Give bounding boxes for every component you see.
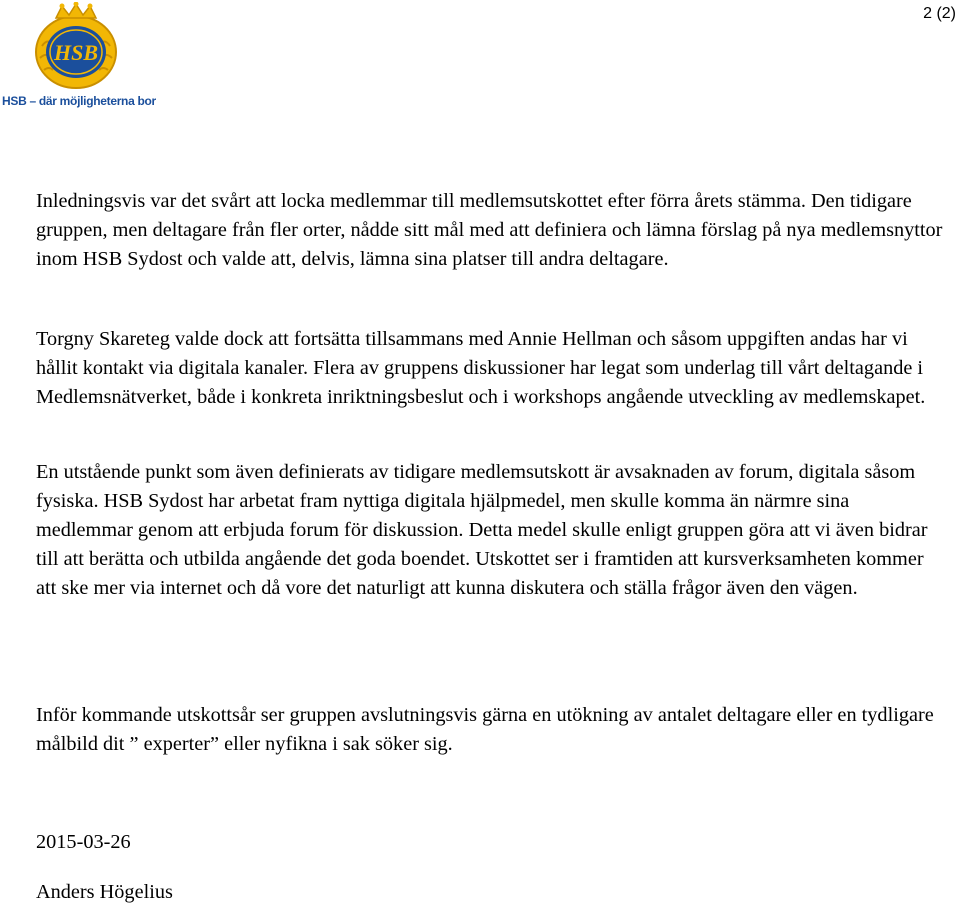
hsb-crown-logo-icon — [30, 2, 122, 92]
signature: Anders Högelius — [36, 881, 173, 903]
paragraph-outlook: Inför kommande utskottsår ser gruppen avslutningsvis gärna en utökning av antalet deltagare eller en tydligare målbild dit ” experter” eller nyfikna i sak söker sig. — [36, 704, 934, 755]
hsb-logo — [0, 2, 156, 110]
paragraph-forum: En utstående punkt som även definierats av tidigare medlemsutskott är avsaknaden av forum, digitala såsom fysiska. HSB Sydost har arbetat fram nyttiga digitala hjälpmedel, men skulle komma än närmre sina medlemmar genom att erbjuda forum för diskussion. Detta medel skulle enligt gruppen göra att vi även bidrar till att berätta och utbilda angående det goda boendet. Utskottet ser i framtiden att kursverksamheten kommer att ske mer via internet och då vore det naturligt att kunna diskutera och ställa frågor även den vägen. — [36, 461, 928, 599]
logo-tagline: HSB – där möjligheterna bor — [2, 94, 156, 108]
document-date: 2015-03-26 — [36, 831, 131, 853]
logo-text: HSB — [53, 40, 99, 65]
page-number: 2 (2) — [923, 5, 956, 22]
paragraph-continuation: Torgny Skareteg valde dock att fortsätta tillsammans med Annie Hellman och såsom uppgiften andas har vi hållit kontakt via digitala kanaler. Flera av gruppens diskussioner har legat som underlag till vårt deltagande i Medlemsnätverket, både i konkreta inriktningsbeslut och i workshops angående utveckling av medlemskapet. — [36, 328, 926, 408]
paragraph-intro: Inledningsvis var det svårt att locka medlemmar till medlemsutskottet efter förra årets stämma. Den tidigare gruppen, men deltagare från fler orter, nådde sitt mål med att definiera och lämna förslag på nya medlemsnyttor inom HSB Sydost och valde att, delvis, lämna sina platser till andra deltagare. — [36, 190, 943, 270]
